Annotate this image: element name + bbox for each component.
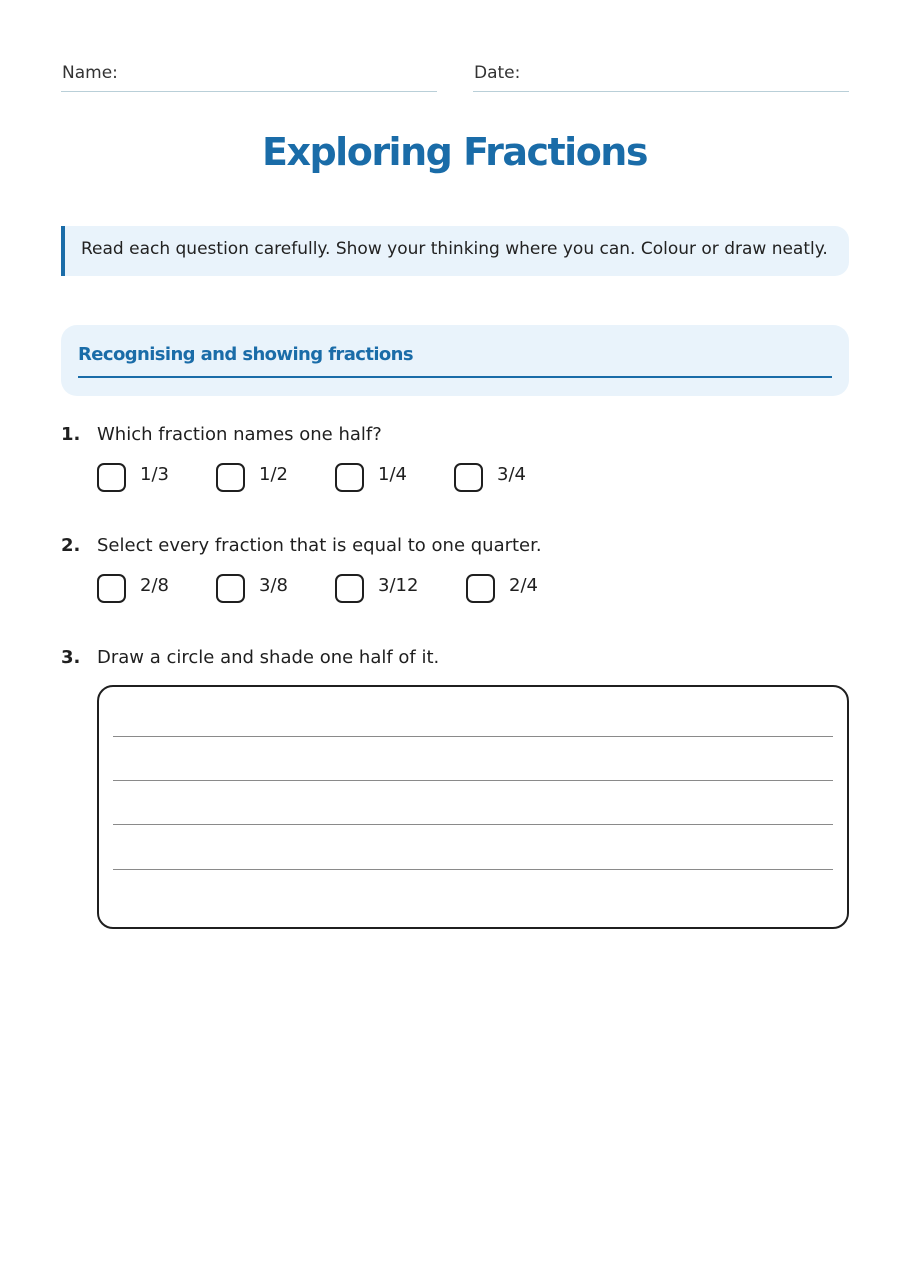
question-text: Select every fraction that is equal to one quarter. [97, 535, 542, 556]
question-text: Draw a circle and shade one half of it. [97, 647, 440, 668]
option-label: 3/8 [259, 575, 288, 596]
writing-line [113, 824, 833, 825]
question-number: 3. [61, 647, 81, 668]
checkbox-square-icon[interactable] [335, 574, 364, 603]
writing-line [113, 780, 833, 781]
date-label: Date: [474, 63, 521, 83]
option-label: 1/3 [140, 464, 169, 485]
checkbox-square-icon[interactable] [216, 574, 245, 603]
writing-line [113, 869, 833, 870]
checkbox-square-icon[interactable] [97, 574, 126, 603]
drawing-answer-box[interactable] [97, 685, 849, 929]
option-label: 1/2 [259, 464, 288, 485]
date-field[interactable] [473, 60, 849, 92]
name-field[interactable] [61, 60, 437, 92]
section-title: Recognising and showing fractions [78, 344, 413, 365]
checkbox-square-icon[interactable] [454, 463, 483, 492]
option-label: 3/12 [378, 575, 419, 596]
option-label: 1/4 [378, 464, 407, 485]
option-label: 2/4 [509, 575, 538, 596]
checkbox-square-icon[interactable] [335, 463, 364, 492]
section-divider [78, 376, 832, 378]
checkbox-square-icon[interactable] [466, 574, 495, 603]
option-label: 3/4 [497, 464, 526, 485]
name-label: Name: [62, 63, 118, 83]
instructions-callout: Read each question carefully. Show your thinking where you can. Colour or draw neatly. [61, 226, 849, 276]
section-header [61, 325, 849, 396]
question-number: 2. [61, 535, 81, 556]
writing-line [113, 736, 833, 737]
checkbox-square-icon[interactable] [216, 463, 245, 492]
question-number: 1. [61, 424, 81, 445]
option-label: 2/8 [140, 575, 169, 596]
question-text: Which fraction names one half? [97, 424, 382, 445]
checkbox-square-icon[interactable] [97, 463, 126, 492]
page-title: Exploring Fractions [262, 130, 647, 174]
